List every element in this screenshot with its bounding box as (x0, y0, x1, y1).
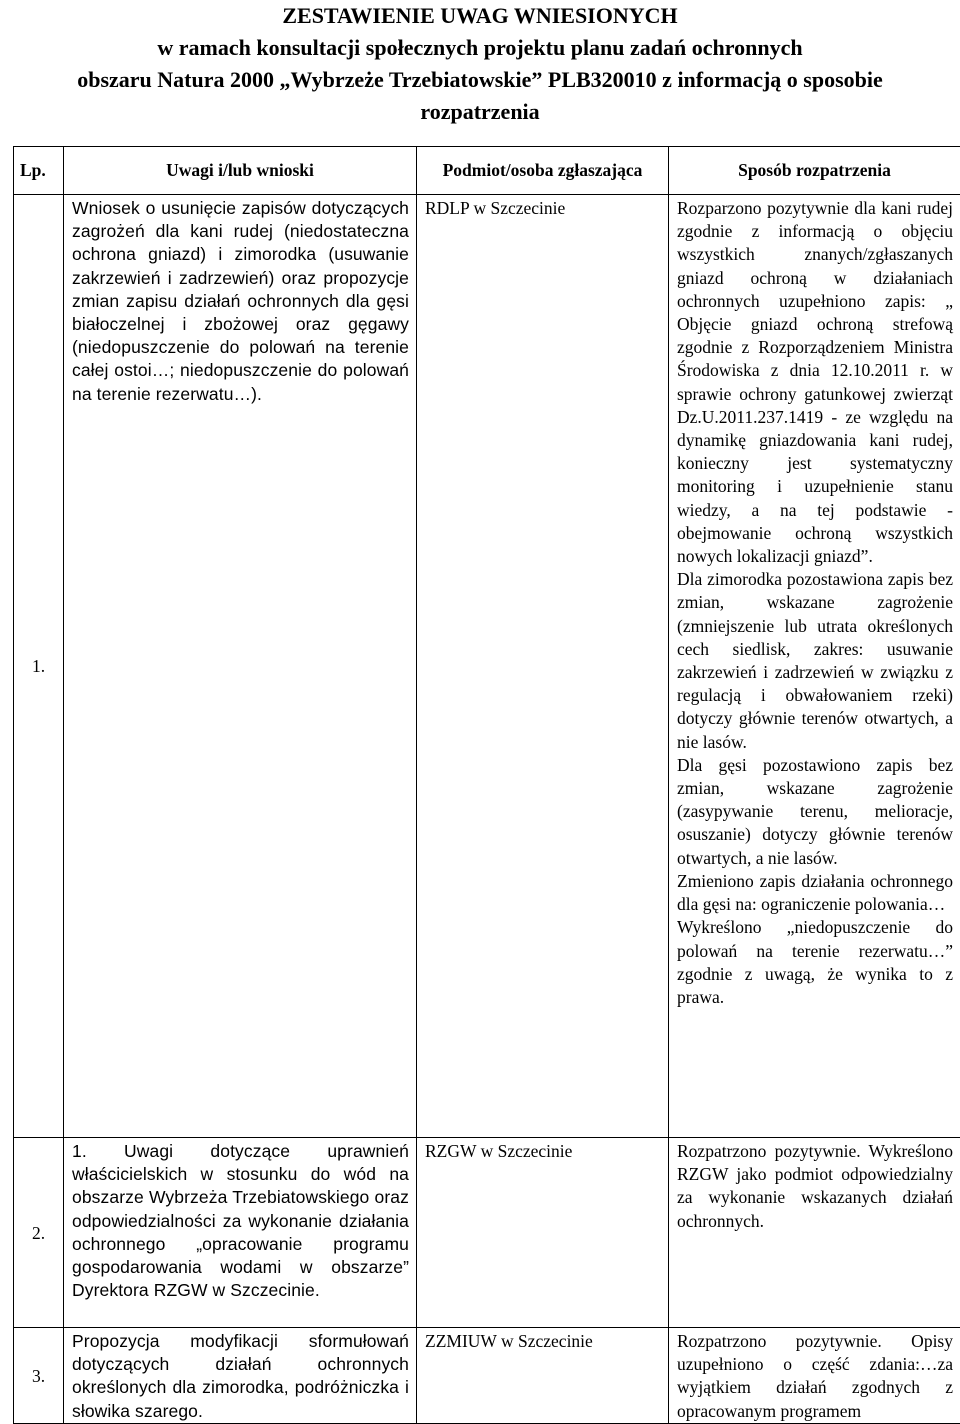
row-podmiot: RZGW w Szczecinie (417, 1138, 669, 1328)
row-sposob (669, 1328, 960, 1424)
header-podmiot: Podmiot/osoba zgłaszająca (417, 147, 669, 195)
title-line-2: w ramach konsultacji społecznych projektu planu zadań ochronnych (157, 35, 803, 60)
sposob-paragraph: Dla gęsi pozostawiono zapis bez zmian, wskazane zagrożenie (zasypywanie terenu, melioracje, osuszanie) dotyczy głównie terenów otwartych, a nie lasów. (677, 754, 953, 868)
title-line-4: rozpatrzenia (420, 99, 540, 124)
document-title (0, 0, 960, 128)
row-podmiot: RDLP w Szczecinie (417, 195, 669, 1138)
sposob-paragraph: Rozparzono pozytywnie dla kani rudej zgodnie z informacją o objęciu wszystkich znanych/zgłaszanych gniazd ochroną w działaniach ochronnych uzupełniono zapis: „ Objęcie gniazd ochroną strefową zgodnie z Rozporządzeniem Ministra Środowiska z dnia 12.10.2011 r. w sprawie ochrony gatunkowej zwierząt Dz.U.2011.237.1419 - ze względu na dynamikę gniazdowania kani rudej, konieczny jest systematyczny monitoring i uzupełnienie stanu wiedzy, a na tej podstawie - obejmowanie ochroną wszystkich nowych lokalizacji gniazd”. (677, 198, 953, 567)
row-uwagi: Wniosek o usunięcie zapisów dotyczących zagrożeń dla kani rudej (niedostateczna ochrona gniazd) i zimorodka (usuwanie zakrzewień i zadrzewień) oraz propozycje zmian zapisu działań ochronnych dla gęsi białoczelnej i zbożowej oraz gęgawy (niedopuszczenie do polowań na terenie całej ostoi…; niedopuszczenie do polowań na terenie rezerwatu…). (64, 195, 417, 1138)
sposob-paragraph: Rozpatrzono pozytywnie. Opisy uzupełniono o część zdania:…za wyjątkiem działań zgodnych z opracowanym programem (677, 1331, 953, 1421)
table-header-row (14, 147, 960, 195)
table-row (14, 1328, 960, 1424)
table-row (14, 1138, 960, 1328)
sposob-paragraph: Rozpatrzono pozytywnie. Wykreślono RZGW jako podmiot odpowiedzialny za wykonanie wskazanych działań ochronnych. (677, 1141, 953, 1231)
header-sposob: Sposób rozpatrzenia (669, 147, 960, 195)
comments-table (13, 146, 960, 1424)
row-number: 3. (14, 1328, 64, 1424)
table-row (14, 195, 960, 1138)
header-lp: Lp. (14, 147, 64, 195)
row-uwagi: Propozycja modyfikacji sformułowań dotyczących działań ochronnych określonych dla zimorodka, podróżniczka i słowika szarego. (64, 1328, 417, 1424)
row-sposob (669, 1138, 960, 1328)
row-podmiot: ZZMIUW w Szczecinie (417, 1328, 669, 1424)
title-line-3: obszaru Natura 2000 „Wybrzeże Trzebiatowskie” PLB320010 z informacją o sposobie (77, 67, 883, 92)
row-number: 1. (14, 195, 64, 1138)
sposob-paragraph: Wykreślono „niedopuszczenie do polowań na terenie rezerwatu…” zgodnie z uwagą, że wynika to z prawa. (677, 917, 953, 1007)
row-uwagi: 1. Uwagi dotyczące uprawnień właścicielskich w stosunku do wód na obszarze Wybrzeża Trzebiatowskiego oraz odpowiedzialności za wykonanie działania ochronnego „opracowanie programu gospodarowania wodami w obszarze” Dyrektora RZGW w Szczecinie. (64, 1138, 417, 1328)
sposob-paragraph: Zmieniono zapis działania ochronnego dla gęsi na: ograniczenie polowania… (677, 870, 953, 915)
sposob-paragraph: Dla zimorodka pozostawiona zapis bez zmian, wskazane zagrożenie (zmniejszenie lub utrata określonych cech siedlisk, zakres: usuwanie zakrzewień i zadrzewień w związku z regulacją i obwałowaniem rzeki) dotyczy głównie terenów otwartych, a nie lasów. (677, 569, 953, 752)
row-number: 2. (14, 1138, 64, 1328)
row-sposob (669, 195, 960, 1138)
header-uwagi: Uwagi i/lub wnioski (64, 147, 417, 195)
title-line-1: ZESTAWIENIE UWAG WNIESIONYCH (282, 3, 678, 28)
